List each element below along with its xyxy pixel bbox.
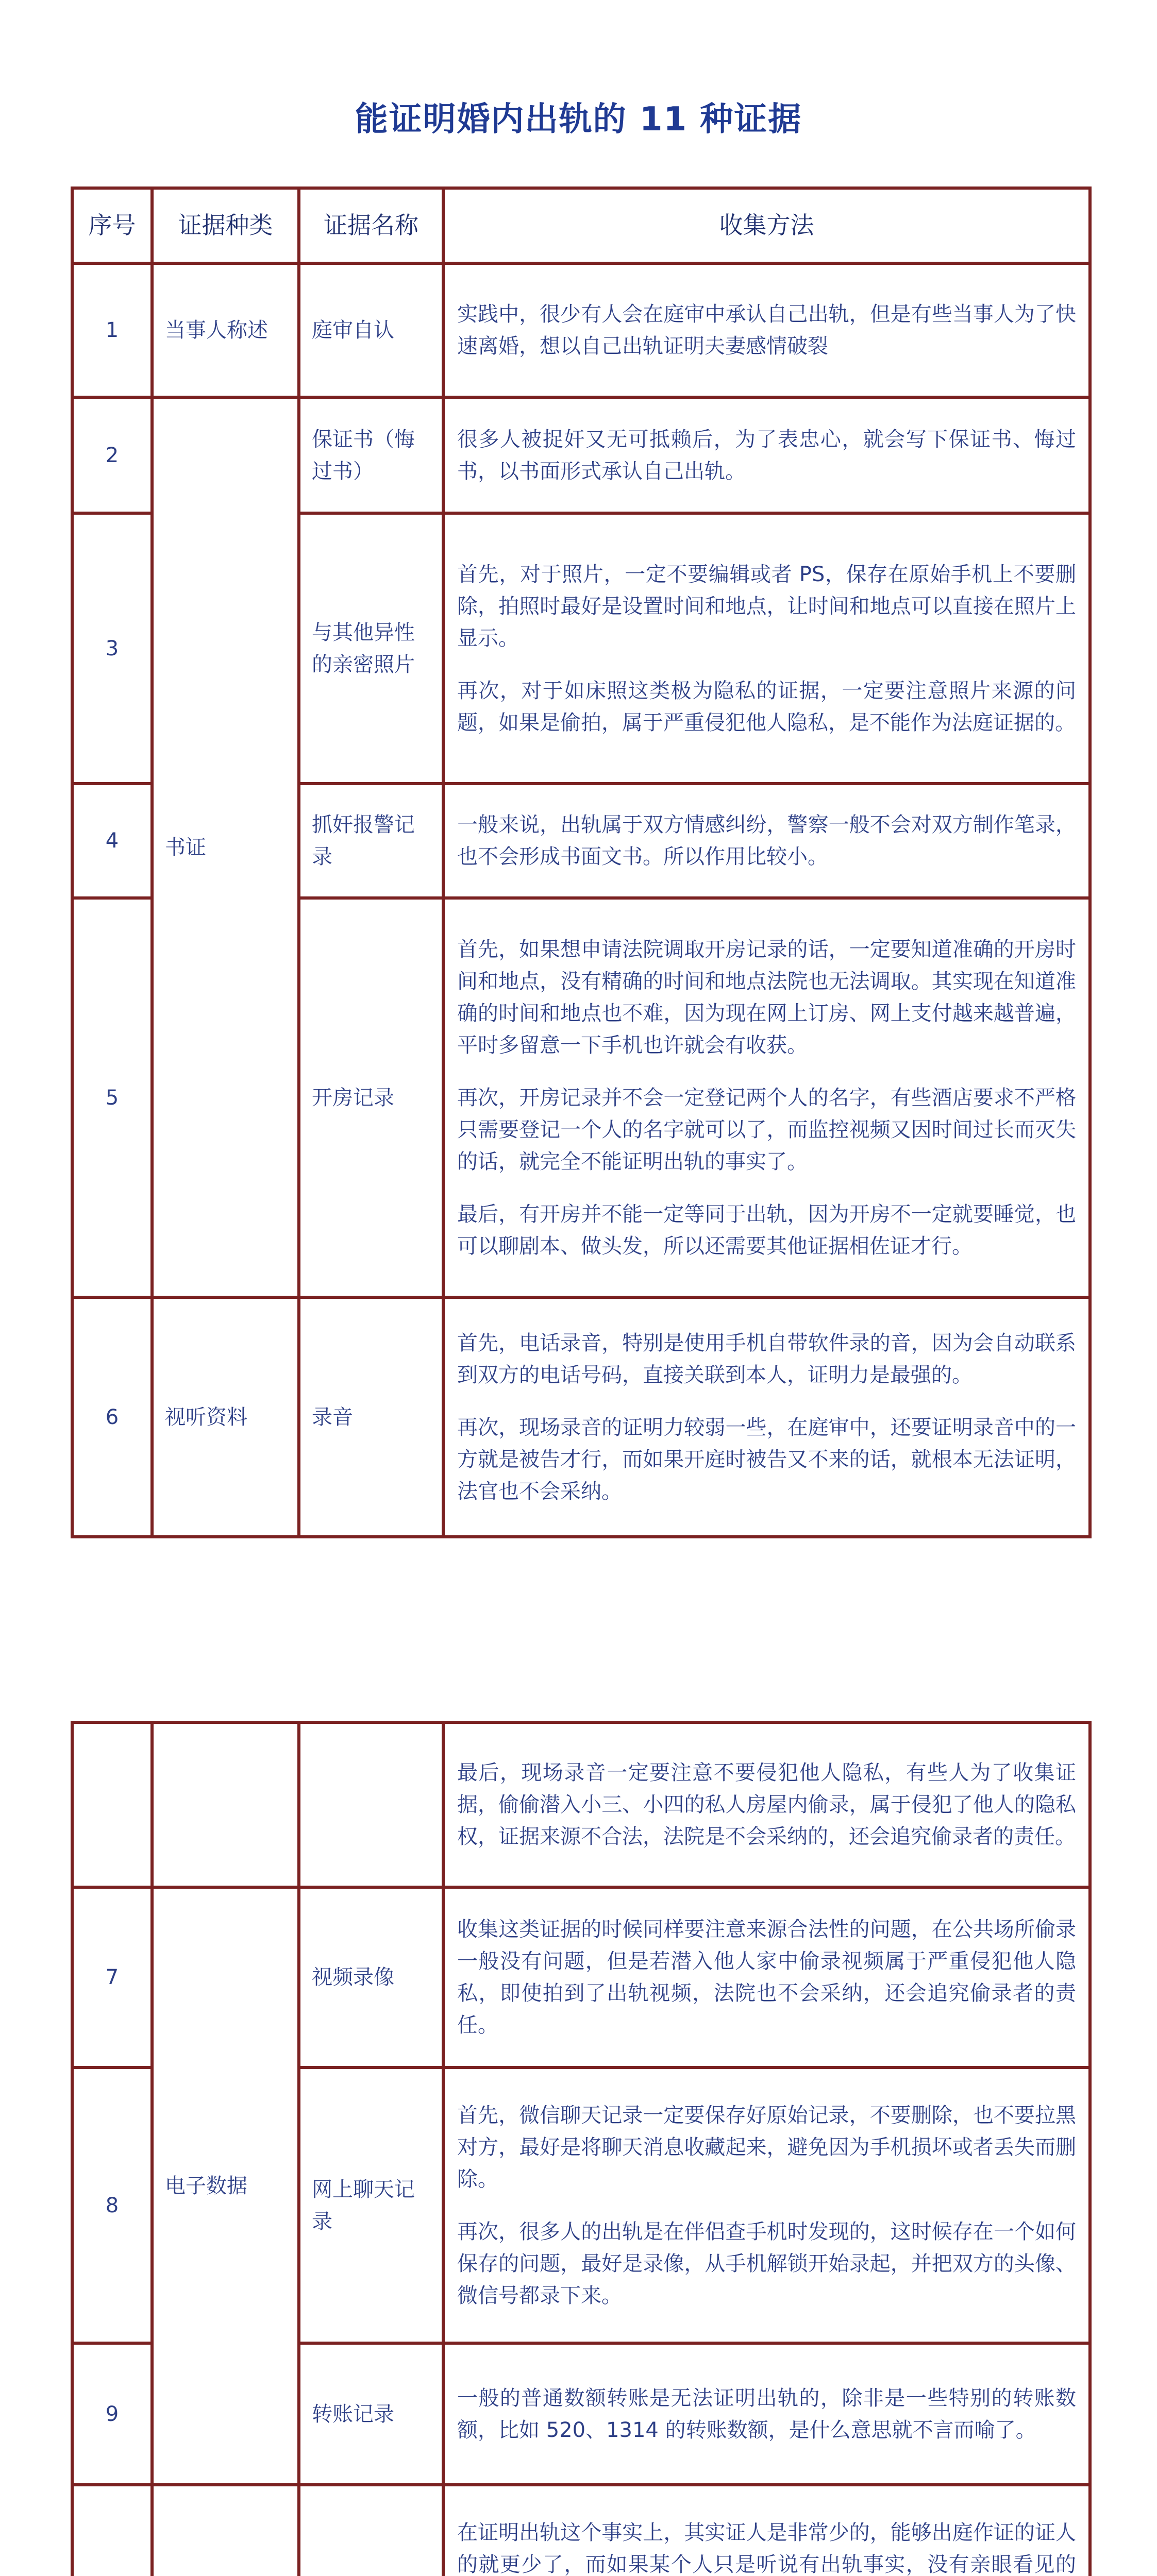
- row-index: 1: [72, 263, 152, 397]
- evidence-table-part-1: [71, 187, 1092, 1538]
- evidence-type: [152, 2485, 299, 2576]
- evidence-name: 转账记录: [299, 2343, 443, 2485]
- collection-method: [443, 2067, 1090, 2343]
- row-index: 6: [72, 1297, 152, 1537]
- evidence-name: 与其他异性的亲密照片: [299, 513, 443, 784]
- method-paragraph: 再次，现场录音的证明力较弱一些，在庭审中，还要证明录音中的一方就是被告才行，而如果开庭时被告又不来的话，就根本无法证明，法官也不会采纳。: [457, 1415, 1076, 1503]
- row-index: 2: [72, 397, 152, 513]
- table-row: [72, 263, 1090, 397]
- evidence-name: 保证书（悔过书）: [299, 397, 443, 513]
- collection-method: [443, 397, 1090, 513]
- collection-method: [443, 898, 1090, 1297]
- method-paragraph: 最后，有开房并不能一定等同于出轨，因为开房不一定就要睡觉，也可以聊剧本、做头发，所以还需要其他证据相佐证才行。: [457, 1202, 1076, 1258]
- row-index: 5: [72, 898, 152, 1297]
- method-paragraph: 最后，现场录音一定要注意不要侵犯他人隐私，有些人为了收集证据，偷偷潜入小三、小四的私人房屋内偷录，属于侵犯了他人的隐私权，证据来源不合法，法院是不会采纳的，还会追究偷录者的责任。: [457, 1761, 1076, 1849]
- evidence-type: 电子数据: [152, 1887, 299, 2485]
- collection-method: [443, 1722, 1090, 1887]
- table-row: [72, 2485, 1090, 2576]
- method-paragraph: 再次，很多人的出轨是在伴侣查手机时发现的，这时候存在一个如何保存的问题，最好是录像，从手机解锁开始录起，并把双方的头像、微信号都录下来。: [457, 2219, 1076, 2308]
- collection-method: [443, 1887, 1090, 2067]
- header-evidence-name: 证据名称: [299, 188, 443, 263]
- header-evidence-type: 证据种类: [152, 188, 299, 263]
- method-paragraph: 很多人被捉奸又无可抵赖后，为了表忠心，就会写下保证书、悔过书，以书面形式承认自己出轨。: [457, 427, 1076, 483]
- table-row: [72, 1887, 1090, 2067]
- collection-method: [443, 2485, 1090, 2576]
- evidence-name: 开房记录: [299, 898, 443, 1297]
- header-index: 序号: [72, 188, 152, 263]
- method-paragraph: 一般来说，出轨属于双方情感纠纷，警察一般不会对双方制作笔录，也不会形成书面文书。所以作用比较小。: [457, 813, 1076, 869]
- table-row: [72, 1297, 1090, 1537]
- evidence-type: [152, 1722, 299, 1887]
- row-index: 7: [72, 1887, 152, 2067]
- collection-method: [443, 1297, 1090, 1537]
- evidence-name: 抓奸报警记录: [299, 784, 443, 898]
- evidence-name: 网上聊天记录: [299, 2067, 443, 2343]
- table-row: [72, 397, 1090, 513]
- evidence-name: [299, 1722, 443, 1887]
- method-paragraph: 再次，对于如床照这类极为隐私的证据，一定要注意照片来源的问题，如果是偷拍，属于严重侵犯他人隐私，是不能作为法庭证据的。: [457, 679, 1076, 735]
- evidence-name: 视频录像: [299, 1887, 443, 2067]
- collection-method: [443, 513, 1090, 784]
- method-paragraph: 一般的普通数额转账是无法证明出轨的，除非是一些特别的转账数额，比如 520、1314 的转账数额，是什么意思就不言而喻了。: [457, 2386, 1076, 2442]
- method-paragraph: 实践中，很少有人会在庭审中承认自己出轨，但是有些当事人为了快速离婚，想以自己出轨证明夫妻感情破裂: [457, 302, 1076, 358]
- method-paragraph: 再次，开房记录并不会一定登记两个人的名字，有些酒店要求不严格只需要登记一个人的名字就可以了，而监控视频又因时间过长而灭失的话，就完全不能证明出轨的事实了。: [457, 1086, 1076, 1174]
- header-collection-method: 收集方法: [443, 188, 1090, 263]
- row-index: 9: [72, 2343, 152, 2485]
- collection-method: [443, 784, 1090, 898]
- evidence-name: 录音: [299, 1297, 443, 1537]
- evidence-type: 视听资料: [152, 1297, 299, 1537]
- method-paragraph: 首先，对于照片，一定不要编辑或者 PS，保存在原始手机上不要删除，拍照时最好是设置时间和地点，让时间和地点可以直接在照片上显示。: [457, 562, 1076, 650]
- method-paragraph: 首先，如果想申请法院调取开房记录的话，一定要知道准确的开房时间和地点，没有精确的时间和地点法院也无法调取。其实现在知道准确的时间和地点也不难，因为现在网上订房、网上支付越来越普遍，平时多留意一下手机也许就会有收获。: [457, 937, 1076, 1057]
- method-paragraph: 收集这类证据的时候同样要注意来源合法性的问题，在公共场所偷录一般没有问题，但是若潜入他人家中偷录视频属于严重侵犯他人隐私，即使拍到了出轨视频，法院也不会采纳，还会追究偷录者的责任。: [457, 1918, 1076, 2037]
- row-index: [72, 2485, 152, 2576]
- method-paragraph: 在证明出轨这个事实上，其实证人是非常少的，能够出庭作证的证人的就更少了，而如果某个人只是听说有出轨事实，没有亲眼看见的: [457, 2520, 1076, 2576]
- collection-method: [443, 263, 1090, 397]
- evidence-type: 书证: [152, 397, 299, 1297]
- row-index: 4: [72, 784, 152, 898]
- evidence-table-part-2: [71, 1721, 1092, 2576]
- table-header-row: [72, 188, 1090, 263]
- method-paragraph: 首先，电话录音，特别是使用手机自带软件录的音，因为会自动联系到双方的电话号码，直接关联到本人，证明力是最强的。: [457, 1331, 1076, 1387]
- row-index: 3: [72, 513, 152, 784]
- row-index: 8: [72, 2067, 152, 2343]
- evidence-name: 庭审自认: [299, 263, 443, 397]
- evidence-type: 当事人称述: [152, 263, 299, 397]
- row-index: [72, 1722, 152, 1887]
- method-paragraph: 首先，微信聊天记录一定要保存好原始记录，不要删除，也不要拉黑对方，最好是将聊天消息收藏起来，避免因为手机损坏或者丢失而删除。: [457, 2103, 1076, 2191]
- evidence-name: [299, 2485, 443, 2576]
- collection-method: [443, 2343, 1090, 2485]
- page-title: 能证明婚内出轨的 11 种证据: [355, 100, 802, 139]
- table-row: [72, 1722, 1090, 1887]
